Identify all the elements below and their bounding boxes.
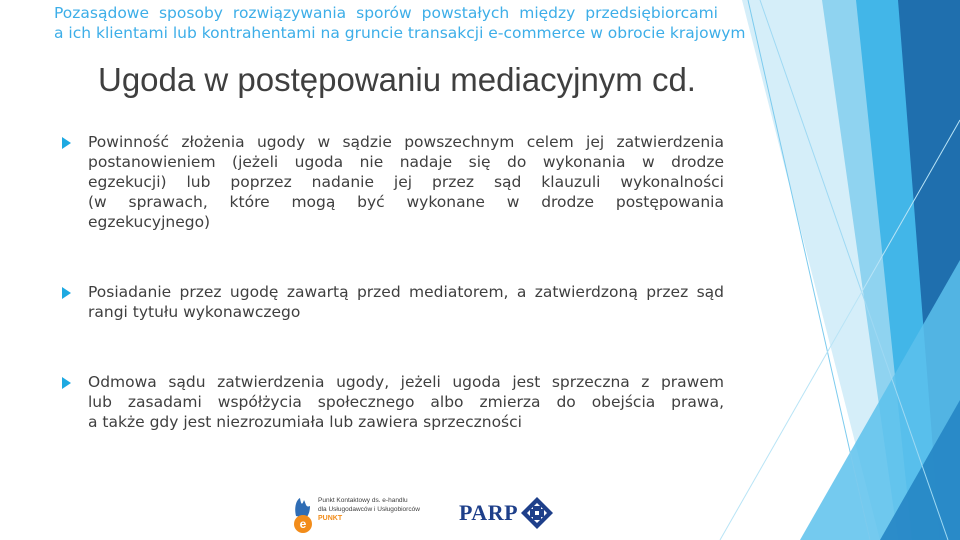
pk-line: dla Usługodawców i Usługobiorców	[318, 506, 420, 513]
slide-title: Ugoda w postępowaniu mediacyjnym cd.	[98, 61, 696, 98]
bullet-list	[62, 132, 724, 432]
bullet-line: Powinność złożenia ugody w sądzie powszechnym celem jej zatwierdzenia	[88, 133, 724, 151]
bullet-arrow-icon	[62, 137, 71, 149]
header-line: a ich klientami lub kontrahentami na gruncie transakcji e-commerce w obrocie krajowym	[54, 23, 746, 42]
parp-logo-text: PARP	[459, 500, 519, 525]
bullet-line: lub zasadami współżycia społecznego albo zmierza do obejścia prawa,	[88, 393, 724, 411]
svg-text:e: e	[299, 517, 307, 531]
bullet-line: egzekucji) lub poprzez nadanie jej przez sąd klauzuli wykonalności	[88, 173, 724, 191]
bullet-line: Posiadanie przez ugodę zawartą przed mediatorem, a zatwierdzoną przez sąd	[88, 283, 724, 301]
punkt-kontaktowy-logo-icon	[288, 494, 318, 534]
bullet-item	[62, 282, 724, 322]
bullet-line: Odmowa sądu zatwierdzenia ugody, jeżeli ugoda jest sprzeczna z prawem	[88, 373, 724, 391]
bullet-arrow-icon	[62, 287, 71, 299]
punkt-kontaktowy-text	[318, 496, 420, 523]
bullet-line: rangi tytułu wykonawczego	[88, 303, 301, 321]
presentation-header	[54, 4, 746, 43]
pk-punkt: PUNKT	[318, 515, 343, 522]
header-line: Pozasądowe sposoby rozwiązywania sporów powstałych między przedsiębiorcami	[54, 4, 718, 22]
parp-logo-icon	[520, 496, 554, 530]
bullet-item	[62, 132, 724, 232]
bullet-line: postanowieniem (jeżeli ugoda nie nadaje się do wykonania w drodze	[88, 153, 724, 171]
bullet-item	[62, 372, 724, 432]
bullet-arrow-icon	[62, 377, 71, 389]
bullet-line: a także gdy jest niezrozumiała lub zawiera sprzeczności	[88, 413, 522, 431]
pk-line: Punkt Kontaktowy ds. e-handlu	[318, 497, 408, 504]
footer-logos	[288, 494, 568, 534]
bullet-line: egzekucyjnego)	[88, 213, 211, 231]
bullet-line: (w sprawach, które mogą być wykonane w drodze postępowania	[88, 193, 724, 211]
